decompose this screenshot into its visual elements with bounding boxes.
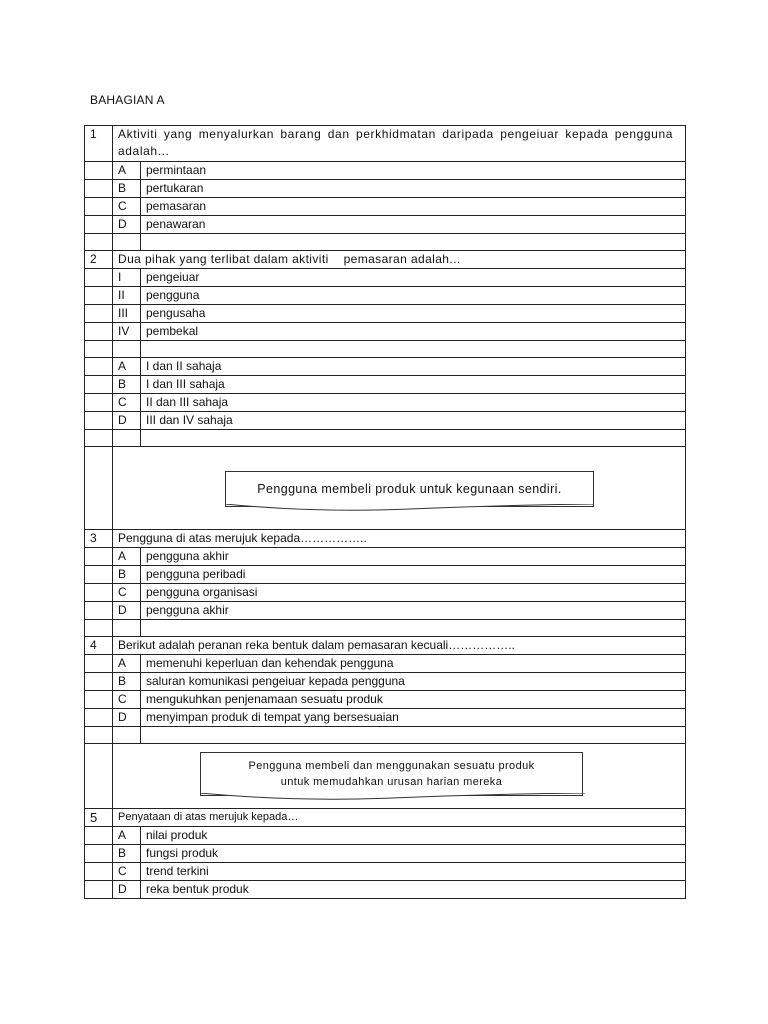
spacer-row — [85, 620, 686, 637]
option-label: C — [113, 863, 141, 881]
option-row — [85, 198, 686, 216]
statement-text: pengusaha — [141, 305, 686, 323]
question-number: 2 — [85, 251, 113, 269]
question-text: Dua pihak yang terlibat dalam aktiviti pemasaran adalah... — [113, 251, 686, 269]
option-label: B — [113, 673, 141, 691]
statement-label: IV — [113, 323, 141, 341]
option-row — [85, 691, 686, 709]
statement-text: pembekal — [141, 323, 686, 341]
option-label: D — [113, 216, 141, 234]
statement-row — [85, 269, 686, 287]
option-label: A — [113, 358, 141, 376]
option-text: saluran komunikasi pengeiuar kepada pengguna — [141, 673, 686, 691]
option-label: A — [113, 548, 141, 566]
option-label: A — [113, 162, 141, 180]
spacer-row — [85, 234, 686, 251]
option-label: D — [113, 709, 141, 727]
option-row — [85, 709, 686, 727]
option-label: C — [113, 691, 141, 709]
option-text: I dan III sahaja — [141, 376, 686, 394]
option-row — [85, 655, 686, 673]
question-4-row — [85, 637, 686, 655]
option-row — [85, 863, 686, 881]
option-label: A — [113, 655, 141, 673]
option-row — [85, 584, 686, 602]
question-text: Pengguna di atas merujuk kepada…………….. — [113, 530, 686, 548]
option-row — [85, 548, 686, 566]
spacer-row — [85, 430, 686, 447]
option-text: pengguna akhir — [141, 602, 686, 620]
option-label: B — [113, 845, 141, 863]
option-text: pertukaran — [141, 180, 686, 198]
option-label: B — [113, 180, 141, 198]
question-table — [84, 125, 686, 899]
option-row — [85, 216, 686, 234]
option-label: C — [113, 394, 141, 412]
spacer-row — [85, 727, 686, 744]
option-text: pengguna organisasi — [141, 584, 686, 602]
option-text: reka bentuk produk — [141, 881, 686, 899]
question-text: Penyataan di atas merujuk kepada… — [113, 809, 686, 827]
option-text: pemasaran — [141, 198, 686, 216]
statement-row — [85, 287, 686, 305]
statement-label: III — [113, 305, 141, 323]
question-3-row — [85, 530, 686, 548]
question-number: 5 — [85, 809, 113, 827]
statement-text: pengeiuar — [141, 269, 686, 287]
option-text: nilai produk — [141, 827, 686, 845]
option-row — [85, 602, 686, 620]
statement-text: pengguna — [141, 287, 686, 305]
stimulus-row — [85, 447, 686, 530]
option-text: III dan IV sahaja — [141, 412, 686, 430]
option-label: A — [113, 827, 141, 845]
option-row — [85, 180, 686, 198]
option-label: D — [113, 602, 141, 620]
option-text: fungsi produk — [141, 845, 686, 863]
question-text-content: Aktiviti yang menyalurkan barang dan perkhidmatan daripada pengeiuar kepada pengguna adalah... — [118, 127, 673, 158]
stimulus-text: Pengguna membeli produk untuk kegunaan sendiri. — [257, 482, 562, 496]
stimulus-box — [225, 471, 594, 507]
question-5-row — [85, 809, 686, 827]
option-label: D — [113, 412, 141, 430]
question-number: 1 — [85, 126, 113, 162]
stimulus-line: Pengguna membeli dan menggunakan sesuatu produk — [248, 760, 535, 772]
option-row — [85, 376, 686, 394]
option-row — [85, 162, 686, 180]
option-text: II dan III sahaja — [141, 394, 686, 412]
statement-row — [85, 323, 686, 341]
option-row — [85, 827, 686, 845]
option-text: penawaran — [141, 216, 686, 234]
option-row — [85, 358, 686, 376]
stimulus-box — [200, 752, 583, 796]
option-text: mengukuhkan penjenamaan sesuatu produk — [141, 691, 686, 709]
option-row — [85, 881, 686, 899]
question-text: Berikut adalah peranan reka bentuk dalam pemasaran kecuali…………….. — [113, 637, 686, 655]
question-2-row — [85, 251, 686, 269]
option-text: menyimpan produk di tempat yang bersesuaian — [141, 709, 686, 727]
option-label: C — [113, 198, 141, 216]
option-text: I dan II sahaja — [141, 358, 686, 376]
option-text: trend terkini — [141, 863, 686, 881]
question-1-row — [85, 126, 686, 162]
wavy-edge-icon — [225, 504, 594, 514]
wavy-edge-icon — [200, 793, 585, 803]
question-number: 3 — [85, 530, 113, 548]
option-label: B — [113, 376, 141, 394]
statement-label: I — [113, 269, 141, 287]
option-row — [85, 845, 686, 863]
option-row — [85, 412, 686, 430]
stimulus-line: untuk memudahkan urusan harian mereka — [280, 776, 503, 788]
option-text: pengguna peribadi — [141, 566, 686, 584]
option-text: permintaan — [141, 162, 686, 180]
option-text: pengguna akhir — [141, 548, 686, 566]
question-number: 4 — [85, 637, 113, 655]
stimulus-row — [85, 744, 686, 809]
option-row — [85, 394, 686, 412]
section-title: BAHAGIAN A — [90, 93, 165, 107]
option-label: D — [113, 881, 141, 899]
statement-row — [85, 305, 686, 323]
question-text — [113, 126, 686, 162]
option-text: memenuhi keperluan dan kehendak pengguna — [141, 655, 686, 673]
statement-label: II — [113, 287, 141, 305]
option-row — [85, 566, 686, 584]
option-label: B — [113, 566, 141, 584]
spacer-row — [85, 341, 686, 358]
option-row — [85, 673, 686, 691]
option-label: C — [113, 584, 141, 602]
